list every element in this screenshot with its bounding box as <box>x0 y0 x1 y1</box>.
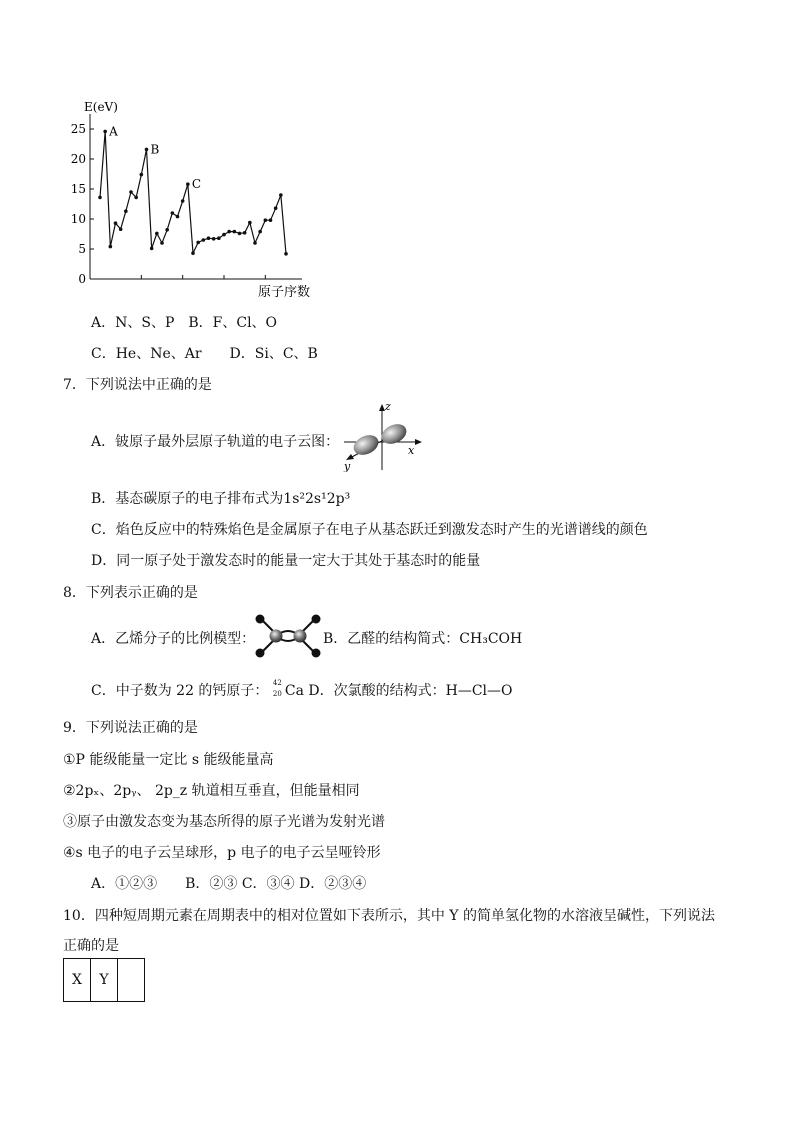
data-point <box>238 232 242 236</box>
q9-statement-3: ③原子由激发态变为基态所得的原子光谱为发射光谱 <box>63 814 385 830</box>
y-tick-label: 5 <box>78 242 86 256</box>
q7-option-d: D．同一原子处于激发态时的能量一定大于其处于基态时的能量 <box>91 553 481 569</box>
y-axis-label: y <box>344 460 351 472</box>
data-point <box>207 236 211 240</box>
table-cell-x: X <box>64 959 91 1002</box>
data-point <box>124 209 128 213</box>
ethylene-model <box>252 612 324 660</box>
table-cell-y: Y <box>91 959 118 1002</box>
q8-option-b: B．乙醛的结构简式：CH₃COH <box>323 631 523 647</box>
data-point <box>233 230 237 234</box>
q8-stem: 8．下列表示正确的是 <box>63 585 198 601</box>
data-point <box>202 238 206 242</box>
q8-option-d: D．次氯酸的结构式：H—Cl—O <box>308 683 513 699</box>
data-point <box>248 221 252 225</box>
annotation-label: B <box>150 142 160 157</box>
data-point <box>279 193 283 197</box>
data-point <box>258 230 262 234</box>
data-point <box>186 182 190 186</box>
data-point <box>140 173 144 177</box>
z-axis-label: z <box>385 400 391 413</box>
annotation-label: C <box>191 177 202 192</box>
data-point <box>222 233 226 237</box>
y-axis-label: E(eV) <box>84 100 118 114</box>
y-tick-label: 20 <box>70 152 86 166</box>
data-point <box>217 236 221 240</box>
data-point <box>160 241 164 245</box>
data-point <box>134 196 138 200</box>
q7-option-a: A．铍原子最外层原子轨道的电子云图： <box>91 434 340 450</box>
q9-options: A．①②③ B．②③ C．③④ D．②③④ <box>91 876 367 892</box>
q9-stem: 9．下列说法正确的是 <box>63 720 198 736</box>
data-point <box>284 252 288 256</box>
data-point <box>227 230 231 234</box>
q7-option-b: B．基态碳原子的电子排布式为1s²2s¹2p³ <box>91 491 351 507</box>
element-symbol: Ca <box>284 683 304 699</box>
q7-stem: 7．下列说法中正确的是 <box>63 377 212 393</box>
q9-statement-1: ①P 能级能量一定比 s 能级能量高 <box>63 752 274 768</box>
data-point <box>191 251 195 255</box>
data-point <box>176 215 180 219</box>
data-point <box>269 218 273 222</box>
q8-option-c <box>91 680 513 700</box>
q8-option-c-text: C．中子数为 22 的钙原子： <box>91 683 269 699</box>
data-point <box>114 221 118 225</box>
data-point <box>196 241 200 245</box>
mass-number: 42 <box>272 679 282 687</box>
q10-stem-line-2: 正确的是 <box>63 938 119 954</box>
data-point <box>150 247 154 251</box>
table-cell-empty <box>118 959 145 1002</box>
data-point <box>253 241 257 245</box>
x-axis-label: x <box>408 444 415 457</box>
q9-statement-2: ②2pₓ、2pᵧ、 2p_z 轨道相互垂直，但能量相同 <box>63 783 360 799</box>
y-tick-label: 10 <box>70 212 86 226</box>
q7-option-c: C．焰色反应中的特殊焰色是金属原子在电子从基态跃迁到激发态时产生的光谱谱线的颜色 <box>91 522 648 538</box>
data-point <box>171 211 175 215</box>
data-point <box>129 190 133 194</box>
q8-option-a: A．乙烯分子的比例模型： <box>91 631 256 647</box>
data-point <box>98 196 102 200</box>
x-axis-label: 原子序数 <box>257 285 310 300</box>
data-point <box>181 199 185 203</box>
data-point <box>119 227 123 231</box>
ionization-energy-chart <box>60 96 350 306</box>
data-point <box>145 148 149 152</box>
data-point <box>264 218 268 222</box>
q10-stem-line-1: 10．四种短周期元素在周期表中的相对位置如下表所示，其中 Y 的简单氢化物的水溶液呈碱性，下列说法 <box>63 908 715 924</box>
annotation-label: A <box>109 124 118 139</box>
be-orbital-diagram <box>340 400 425 472</box>
y-tick-label: 25 <box>70 122 86 136</box>
data-point <box>109 245 113 249</box>
data-point <box>243 231 247 235</box>
data-point <box>165 228 169 232</box>
data-point <box>103 130 107 134</box>
data-point <box>274 206 278 210</box>
periodic-table-fragment <box>63 958 145 1002</box>
y-tick-label: 0 <box>78 272 86 286</box>
q6-option-line-1: A．N、S、P B．F、Cl、O <box>91 315 278 331</box>
y-tick-label: 15 <box>70 182 86 196</box>
data-point <box>212 237 216 241</box>
q9-statement-4: ④s 电子的电子云呈球形，p 电子的电子云呈哑铃形 <box>63 845 381 861</box>
atomic-number: 20 <box>272 690 282 698</box>
series-line <box>100 131 286 253</box>
data-point <box>155 232 159 236</box>
q6-option-line-2: C．He、Ne、Ar D．Si、C、B <box>91 346 318 362</box>
